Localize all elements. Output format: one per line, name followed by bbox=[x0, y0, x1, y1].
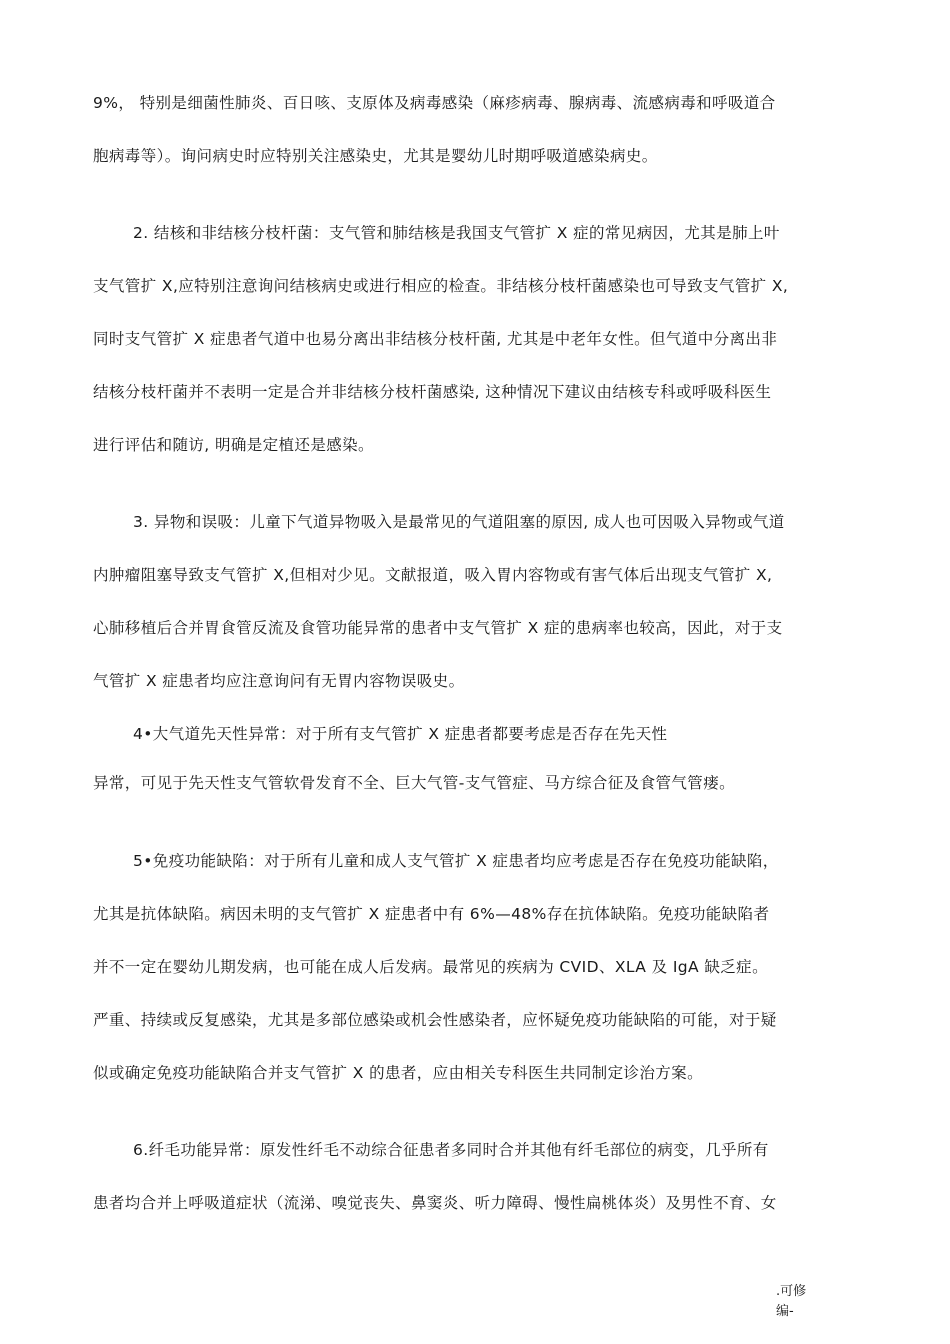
paragraph-1-line-2: 胞病毒等）。询问病史时应特别关注感染史，尤其是婴幼儿时期呼吸道感染病史。 bbox=[93, 147, 658, 165]
paragraph-3-line-3: 心肺移植后合并胃食管反流及食管功能异常的患者中支气管扩 X 症的患病率也较高，因此，对于支 bbox=[93, 619, 783, 637]
paragraph-5-line-1: 5•免疫功能缺陷：对于所有儿童和成人支气管扩 X 症患者均应考虑是否存在免疫功能缺陷， bbox=[133, 852, 779, 870]
paragraph-4-line-1: 4•大气道先天性异常：对于所有支气管扩 X 症患者都要考虑是否存在先天性 bbox=[133, 725, 668, 743]
paragraph-5-line-5: 似或确定免疫功能缺陷合并支气管扩 X 的患者，应由相关专科医生共同制定诊治方案。 bbox=[93, 1064, 703, 1082]
footer-line-2: 编- bbox=[776, 1304, 794, 1319]
paragraph-5-line-4: 严重、持续或反复感染，尤其是多部位感染或机会性感染者，应怀疑免疫功能缺陷的可能，对于疑 bbox=[93, 1011, 777, 1029]
paragraph-4-line-2: 异常，可见于先天性支气管软骨发育不全、巨大气管-支气管症、马方综合征及食管气管瘘。 bbox=[93, 774, 735, 792]
paragraph-1-line-1: 9%， 特别是细菌性肺炎、百日咳、支原体及病毒感染（麻疹病毒、腺病毒、流感病毒和呼吸道合 bbox=[93, 94, 776, 112]
footer-line-1: .可修 bbox=[776, 1284, 807, 1299]
paragraph-5-line-3: 并不一定在婴幼儿期发病，也可能在成人后发病。最常见的疾病为 CVID、XLA 及 IgA 缺乏症。 bbox=[93, 958, 768, 976]
paragraph-6-line-2: 患者均合并上呼吸道症状（流涕、嗅觉丧失、鼻窦炎、听力障碍、慢性扁桃体炎）及男性不育、女 bbox=[93, 1194, 777, 1212]
paragraph-3-line-1: 3. 异物和误吸：儿童下气道异物吸入是最常见的气道阻塞的原因, 成人也可因吸入异物或气道 bbox=[133, 513, 785, 531]
paragraph-2-line-3: 同时支气管扩 X 症患者气道中也易分离出非结核分枝杆菌, 尤其是中老年女性。但气道中分离出非 bbox=[93, 330, 778, 348]
paragraph-6-line-1: 6.纤毛功能异常：原发性纤毛不动综合征患者多同时合并其他有纤毛部位的病变，几乎所有 bbox=[133, 1141, 769, 1159]
paragraph-5-line-2: 尤其是抗体缺陷。病因未明的支气管扩 X 症患者中有 6%—48%存在抗体缺陷。免疫功能缺陷者 bbox=[93, 905, 770, 923]
paragraph-3-line-2: 内肿瘤阻塞导致支气管扩 X,但相对少见。文献报道，吸入胃内容物或有害气体后出现支气管扩 X, bbox=[93, 566, 773, 584]
paragraph-2-line-1: 2. 结核和非结核分枝杆菌：支气管和肺结核是我国支气管扩 X 症的常见病因，尤其是肺上叶 bbox=[133, 224, 780, 242]
paragraph-2-line-5: 进行评估和随访, 明确是定植还是感染。 bbox=[93, 436, 374, 454]
paragraph-2-line-2: 支气管扩 X,应特别注意询问结核病史或进行相应的检查。非结核分枝杆菌感染也可导致支气管扩 X, bbox=[93, 277, 789, 295]
paragraph-2-line-4: 结核分枝杆菌并不表明一定是合并非结核分枝杆菌感染, 这种情况下建议由结核专科或呼吸科医生 bbox=[93, 383, 772, 401]
paragraph-3-line-4: 气管扩 X 症患者均应注意询问有无胃内容物误吸史。 bbox=[93, 672, 465, 690]
